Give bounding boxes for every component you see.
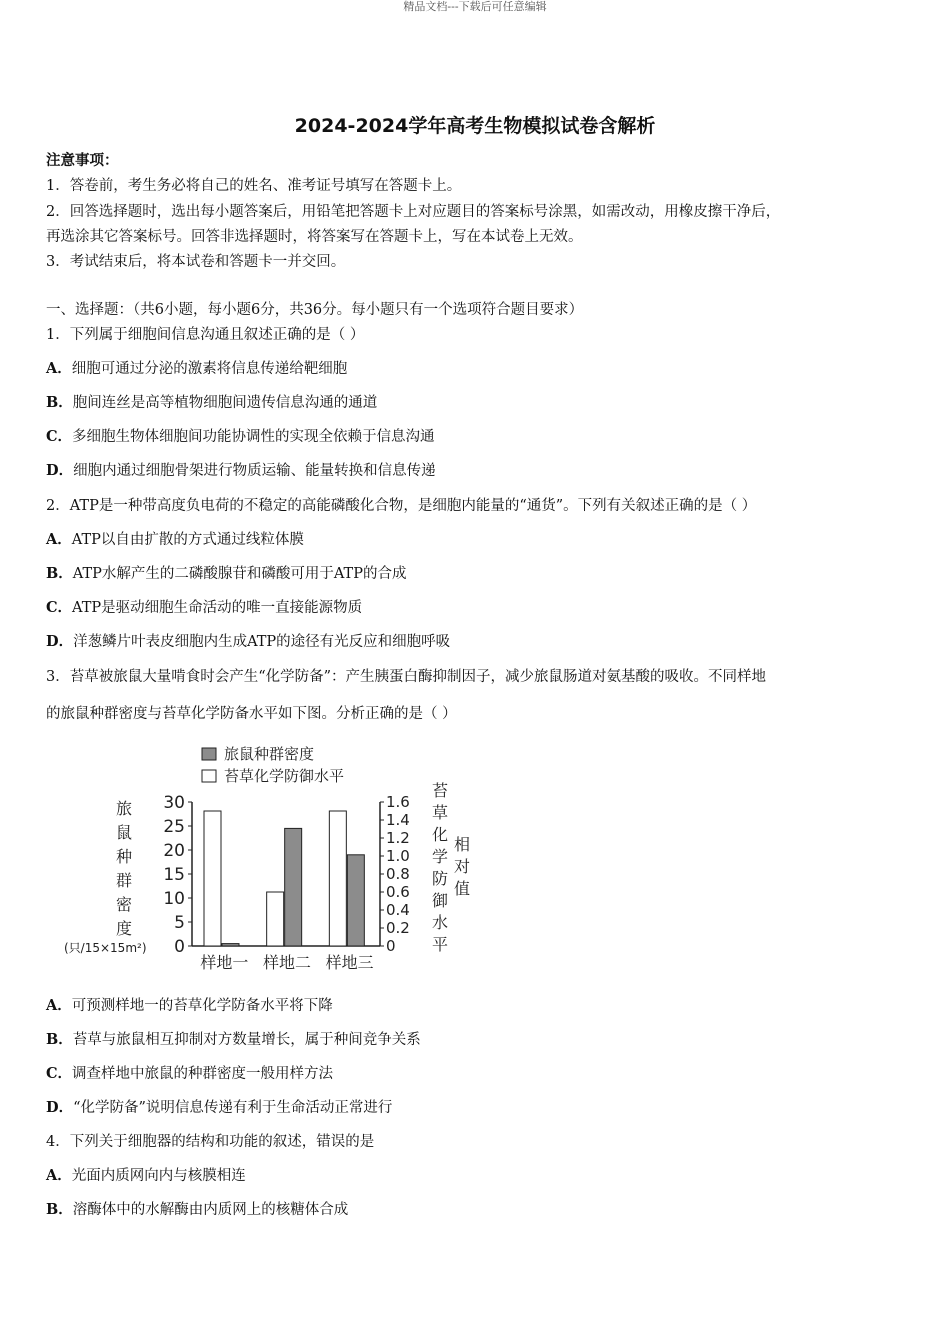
question-stem: 3．苔草被旅鼠大量啃食时会产生“化学防备”：产生胰蛋白酶抑制因子，减少旅鼠肠道对氨基酸的吸收。不同样地 [46,669,767,685]
category-labels [200,953,373,972]
left-axis-label [116,799,132,938]
option-letter: C． [46,1065,73,1082]
left-axis-char: 度 [115,919,133,938]
right-tick-label: 0.6 [386,883,410,901]
option-c [46,1064,333,1084]
left-tick-label: 10 [163,889,185,909]
right-axis-char: 苔 [431,781,449,800]
option-text: 细胞可通过分泌的激素将信息传递给靶细胞 [71,361,348,377]
right-tick-label: 0.2 [386,919,410,937]
right-axis-char: 草 [431,803,449,822]
option-letter: C． [46,599,73,616]
option-letter: D． [46,633,74,650]
option-text: ATP以自由扩散的方式通过线粒体膜 [71,532,304,548]
right-axis-char: 水 [431,913,449,932]
option-letter: A． [46,531,72,548]
legend-label-density: 旅鼠种群密度 [224,745,315,763]
question-stem: 4．下列关于细胞器的结构和功能的叙述，错误的是 [46,1134,375,1150]
left-axis-char: 群 [115,871,133,890]
document-title: 2024-2024学年高考生物模拟试卷含解析 [294,115,656,137]
option-letter: B． [46,1201,73,1218]
right-axis-char: 防 [431,869,449,888]
notice-item: 2．回答选择题时，选出每小题答案后，用铅笔把答题卡上对应题目的答案标号涂黑，如需改动，用橡皮擦干净后， [46,204,781,220]
left-tick-label: 5 [174,913,185,933]
option-c [46,427,435,447]
bar-density [347,855,364,946]
option-text: 多细胞生物体细胞间功能协调性的实现全依赖于信息沟通 [72,429,435,445]
right-axis-char: 学 [431,847,449,866]
option-text: ATP是驱动细胞生命活动的唯一直接能源物质 [72,600,363,616]
left-tick-label: 30 [163,793,185,813]
left-tick-label: 20 [163,841,185,861]
bar-defense [329,811,346,946]
right-tick-label: 0 [386,937,396,955]
header-note: 精品文档---下载后可任意编辑 [403,0,547,13]
option-text: 苔草与旅鼠相互抑制对方数量增长，属于种间竞争关系 [72,1032,421,1048]
option-letter: B． [46,1031,73,1048]
left-tick-label: 15 [163,865,185,885]
option-text: ATP水解产生的二磷酸腺苷和磷酸可用于ATP的合成 [72,566,407,582]
right-axis-char: 平 [431,935,449,954]
option-text: 细胞内通过细胞骨架进行物质运输、能量转换和信息传递 [73,463,436,479]
option-letter: D． [46,1099,74,1116]
option-a [46,1166,246,1186]
legend-swatch-defense [202,770,216,782]
option-text: “化学防备”说明信息传递有利于生命活动正常进行 [73,1100,393,1116]
notice-heading: 注意事项： [46,152,119,169]
option-letter: A． [46,1167,72,1184]
legend-swatch-density [202,748,216,760]
option-letter: A． [46,360,72,377]
right-axis-char: 相 [453,835,471,854]
left-tick-label: 0 [174,937,185,957]
option-letter: B． [46,394,73,411]
option-c [46,598,362,618]
option-d [46,461,436,481]
chart-bars [204,811,364,946]
right-axis-char: 化 [431,825,449,844]
question-stem: 2．ATP是一种带高度负电荷的不稳定的高能磷酸化合物，是细胞内能量的“通货”。下列有关叙述正确的是（ ） [46,498,757,514]
question-stem: 1．下列属于细胞间信息沟通且叙述正确的是（ ） [46,327,365,343]
category-label: 样地三 [325,953,374,972]
left-axis-char: 鼠 [115,823,133,842]
option-d [46,1098,392,1118]
right-tick-label: 0.8 [386,865,410,883]
option-b [46,1030,421,1050]
notice-item: 1．答卷前，考生务必将自己的姓名、准考证号填写在答题卡上。 [46,178,462,194]
right-axis-label-2 [454,835,470,898]
bar-defense [267,892,284,946]
option-d [46,632,450,652]
bar-density [222,944,239,946]
bar-density [285,828,302,946]
option-letter: C． [46,428,73,445]
option-a [46,996,333,1016]
option-letter: B． [46,565,73,582]
question-stem: 的旅鼠种群密度与苔草化学防备水平如下图。分析正确的是（ ） [46,706,457,722]
option-text: 胞间连丝是高等植物细胞间遗传信息沟通的通道 [72,395,378,411]
bar-defense [204,811,221,946]
option-letter: A． [46,997,72,1014]
section-heading: 一、选择题：（共6小题，每小题6分，共36分。每小题只有一个选项符合题目要求） [46,302,584,318]
option-text: 溶酶体中的水解酶由内质网上的核糖体合成 [72,1202,349,1218]
right-axis-ticks [380,793,410,955]
option-text: 洋葱鳞片叶表皮细胞内生成ATP的途径有光反应和细胞呼吸 [73,634,451,650]
option-b [46,1200,348,1220]
right-axis-char: 御 [431,891,449,910]
right-tick-label: 1.4 [386,811,410,829]
right-axis-char: 值 [453,879,471,898]
option-a [46,359,347,379]
left-axis-char: 旅 [115,799,133,818]
bar-chart [58,740,498,980]
right-axis-char: 对 [453,857,471,876]
left-axis-unit: (只/15×15m²) [64,941,147,955]
option-b [46,393,377,413]
option-a [46,530,304,550]
left-tick-label: 25 [163,817,185,837]
option-b [46,564,406,584]
category-label: 样地二 [262,953,312,972]
left-axis-ticks [163,793,192,957]
category-label: 样地一 [200,953,249,972]
right-tick-label: 1.6 [386,793,410,811]
option-text: 可预测样地一的苔草化学防备水平将下降 [71,998,333,1014]
notice-item: 再选涂其它答案标号。回答非选择题时，将答案写在答题卡上，写在本试卷上无效。 [46,229,583,245]
right-tick-label: 1.2 [386,829,410,847]
option-text: 调查样地中旅鼠的种群密度一般用样方法 [72,1066,334,1082]
left-axis-char: 密 [115,895,133,914]
left-axis-char: 种 [115,847,133,866]
right-tick-label: 1.0 [386,847,410,865]
notice-item: 3．考试结束后，将本试卷和答题卡一并交回。 [46,254,346,270]
legend-label-defense: 苔草化学防御水平 [224,767,345,785]
option-text: 光面内质网向内与核膜相连 [71,1168,246,1184]
right-tick-label: 0.4 [386,901,410,919]
option-letter: D． [46,462,74,479]
right-axis-label [432,781,448,954]
